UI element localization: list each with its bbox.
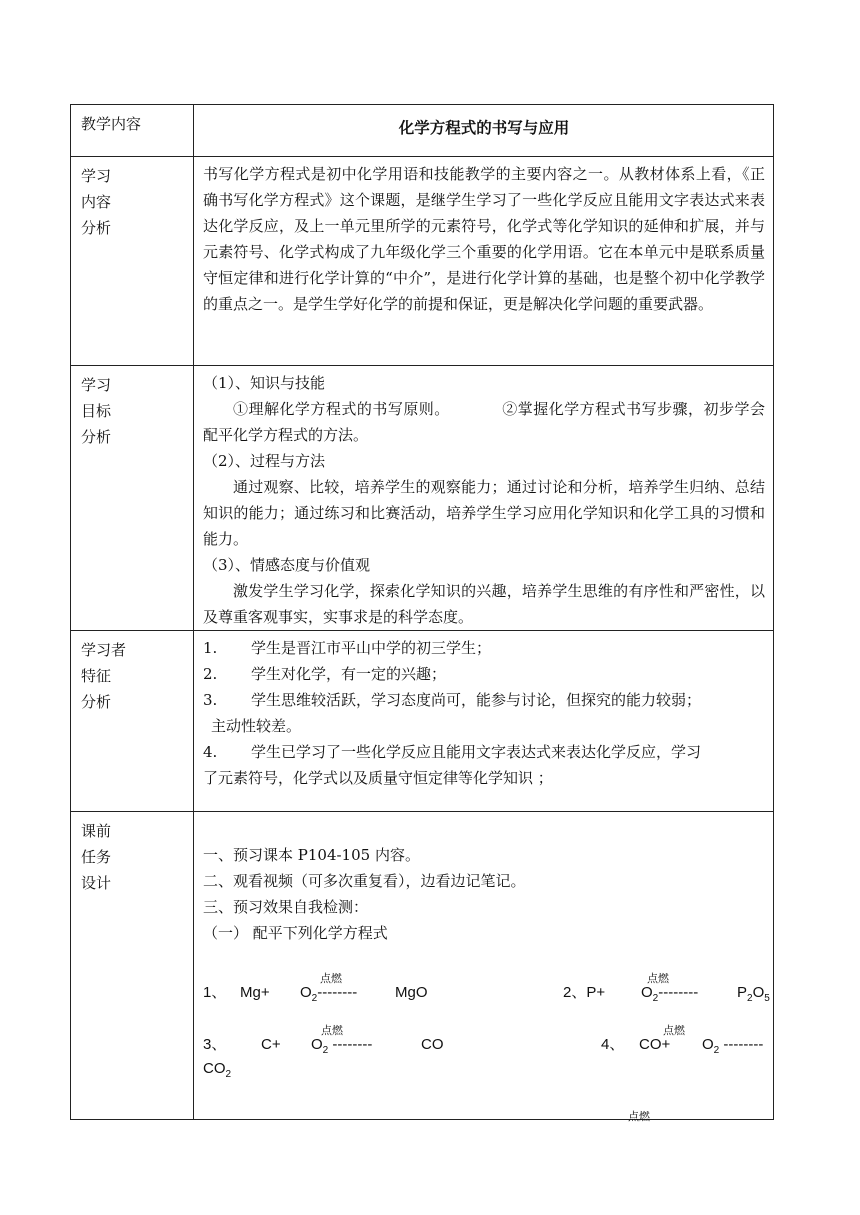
goal-process-text: 通过观察、比较，培养学生的观察能力；通过讨论和分析，培养学生归纳、总结知识的能力；通过练习和比赛活动，培养学生学习应用化学知识和化学工具的习惯和能力。 — [203, 478, 765, 548]
learner-item-text: 学生已学习了一些化学反应且能用文字表达式来表达化学反应，学习 — [251, 743, 702, 761]
row-learning-goals — [71, 366, 774, 631]
label-line: 特征 — [81, 667, 112, 685]
equation-row-2 — [203, 1016, 765, 1068]
stray-condition-label: 点燃 — [628, 1110, 650, 1123]
label-line: 教学内容 — [81, 115, 142, 133]
goal-attitude-text: 激发学生学习化学，探索化学知识的兴趣，培养学生思维的有序性和严密性，以及尊重客观事实，实事求是的科学态度。 — [203, 582, 765, 626]
learner-item-text: 学生对化学，有一定的兴趣； — [251, 665, 447, 683]
eq4-reactant-b: $O_2$ -------- — [702, 1036, 764, 1056]
cell-content-analysis — [194, 157, 774, 366]
learner-item: 3. 学生思维较活跃，学习态度尚可，能参与讨论，但探究的能力较弱； — [203, 691, 702, 709]
learner-item-cont: 了元素符号，化学式以及质量守恒定律等化学知识 ； — [203, 769, 553, 787]
eq4-reactant-a: CO+ — [639, 1036, 671, 1053]
eq2-product: $P_2O_5$ — [737, 984, 770, 1004]
eq4-product: $CO_2$ — [203, 1060, 232, 1080]
goal-knowledge-1: ①理解化学方程式的书写原则。 — [233, 400, 450, 418]
label-line: 学习 — [81, 376, 112, 394]
cell-learner-analysis — [194, 631, 774, 812]
row-preclass-tasks — [71, 812, 774, 1120]
eq2-reactant-b: $O_2--------$ — [641, 984, 699, 1004]
row-content-analysis — [71, 157, 774, 366]
eq3-reactant-b: $O_2$ -------- — [311, 1036, 373, 1056]
eq3-condition: 点燃 — [321, 1024, 343, 1037]
cell-preclass-tasks — [194, 812, 774, 1120]
goal-knowledge-2: ②掌握化学方程式书写步骤，初步学会配平化学方程式的方法。 — [203, 400, 765, 444]
label-line: 目标 — [81, 402, 112, 420]
eq1-condition: 点燃 — [320, 972, 342, 985]
label-content-analysis — [71, 157, 194, 366]
lesson-plan-table — [70, 104, 774, 1120]
label-teaching-content — [71, 105, 194, 157]
eq3-number: 3、 — [203, 1036, 227, 1053]
learner-item-cont: 主动性较差。 — [211, 717, 302, 735]
eq1-number: 1、 — [203, 984, 227, 1001]
row-teaching-content — [71, 105, 774, 157]
eq2-number: 2、P+ — [563, 984, 606, 1001]
eq1-product: MgO — [395, 984, 428, 1001]
label-learning-goals — [71, 366, 194, 631]
lesson-plan — [70, 104, 774, 1120]
learner-item: 2. 学生对化学，有一定的兴趣； — [203, 665, 447, 683]
cell-topic-title — [194, 105, 774, 157]
learner-item-text: 学生是晋江市平山中学的初三学生； — [251, 639, 492, 657]
goal-heading-attitude: （3）、情感态度与价值观 — [203, 556, 371, 574]
label-line: 内容 — [81, 193, 112, 211]
goal-heading-knowledge: （1）、知识与技能 — [203, 374, 326, 392]
label-line: 设计 — [81, 874, 112, 892]
label-line: 学习 — [81, 167, 112, 185]
label-learner-analysis — [71, 631, 194, 812]
cell-learning-goals — [194, 366, 774, 631]
row-learner-analysis — [71, 631, 774, 812]
label-preclass-tasks — [71, 812, 194, 1120]
content-analysis-text: 书写化学方程式是初中化学用语和技能教学的主要内容之一。从教材体系上看，《正确书写化学方程式》这个课题，是继学生学习了一些化学反应且能用文字表达式来表达化学反应，及上一单元里所学的元素符号，化学式等化学知识的延伸和扩展，并与元素符号、化学式构成了九年级化学三个重要的化学用语。它在本单元中是联系质量守恒定律和进行化学计算的“中介”，是进行化学计算的基础，也是整个初中化学教学的重点之一。是学生学好化学的前提和保证，更是解决化学问题的重要武器。 — [203, 165, 765, 313]
equation-row-1 — [203, 964, 770, 1016]
eq3-product: CO — [421, 1036, 444, 1053]
eq2-condition: 点燃 — [647, 972, 669, 985]
goal-heading-process: （2）、过程与方法 — [203, 452, 326, 470]
task-line: 二、观看视频（可多次重复看），边看边记笔记。 — [203, 872, 526, 890]
eq4-number: 4、 — [601, 1036, 625, 1053]
label-line: 学习者 — [81, 641, 127, 659]
learner-item-text: 学生思维较活跃，学习态度尚可，能参与讨论，但探究的能力较弱； — [251, 691, 702, 709]
learner-item: 4. 学生已学习了一些化学反应且能用文字表达式来表达化学反应，学习 — [203, 743, 702, 761]
label-line: 分析 — [81, 693, 112, 711]
eq3-reactant-a: C+ — [261, 1036, 281, 1053]
label-line: 课前 — [81, 822, 112, 840]
label-line: 分析 — [81, 428, 112, 446]
learner-item: 1. 学生是晋江市平山中学的初三学生； — [203, 639, 492, 657]
eq1-reactant-a: Mg+ — [240, 984, 270, 1001]
label-line: 任务 — [81, 848, 112, 866]
goal-knowledge-text — [203, 396, 765, 448]
task-line: 一、预习课本 P104-105 内容。 — [203, 846, 420, 864]
label-line: 分析 — [81, 219, 112, 237]
topic-title: 化学方程式的书写与应用 — [398, 118, 570, 137]
eq4-condition: 点燃 — [663, 1024, 685, 1037]
eq1-reactant-b: $O_2--------$ — [300, 984, 358, 1004]
task-line: 三、预习效果自我检测： — [203, 898, 369, 916]
task-line: （一） 配平下列化学方程式 — [203, 924, 388, 942]
